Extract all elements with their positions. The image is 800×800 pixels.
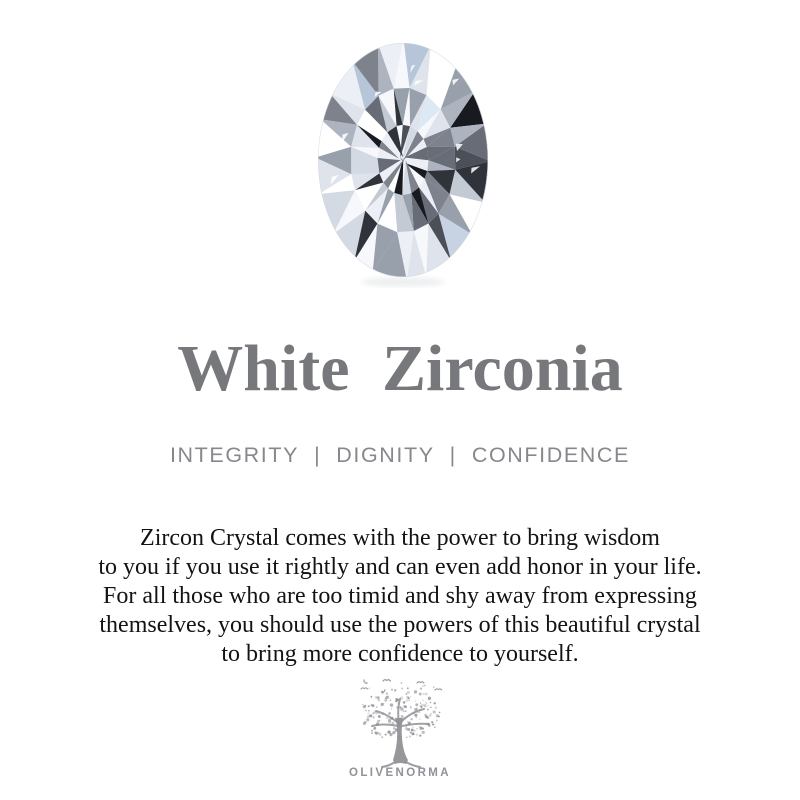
tagline-separator: | — [449, 443, 457, 467]
description-line: themselves, you should use the powers of this beautiful crystal — [99, 612, 701, 638]
description-line: For all those who are too timid and shy away from expressing — [103, 583, 697, 609]
olive-tree-logo-icon — [345, 678, 455, 770]
tagline-word: DIGNITY — [336, 443, 435, 467]
page-title: White Zirconia — [177, 332, 623, 405]
description-paragraph — [0, 524, 800, 669]
brand-name: OLIVENORMA — [349, 767, 451, 779]
tagline-separator: | — [314, 443, 322, 467]
description-line: to bring more confidence to yourself. — [221, 641, 579, 667]
description-line: to you if you use it rightly and can even add honor in your life. — [98, 554, 702, 580]
description-line: Zircon Crystal comes with the power to bring wisdom — [140, 525, 660, 551]
tagline-word: INTEGRITY — [169, 443, 300, 467]
gemstone-image — [309, 36, 497, 288]
tagline — [0, 443, 800, 468]
tagline-word: CONFIDENCE — [471, 443, 630, 467]
